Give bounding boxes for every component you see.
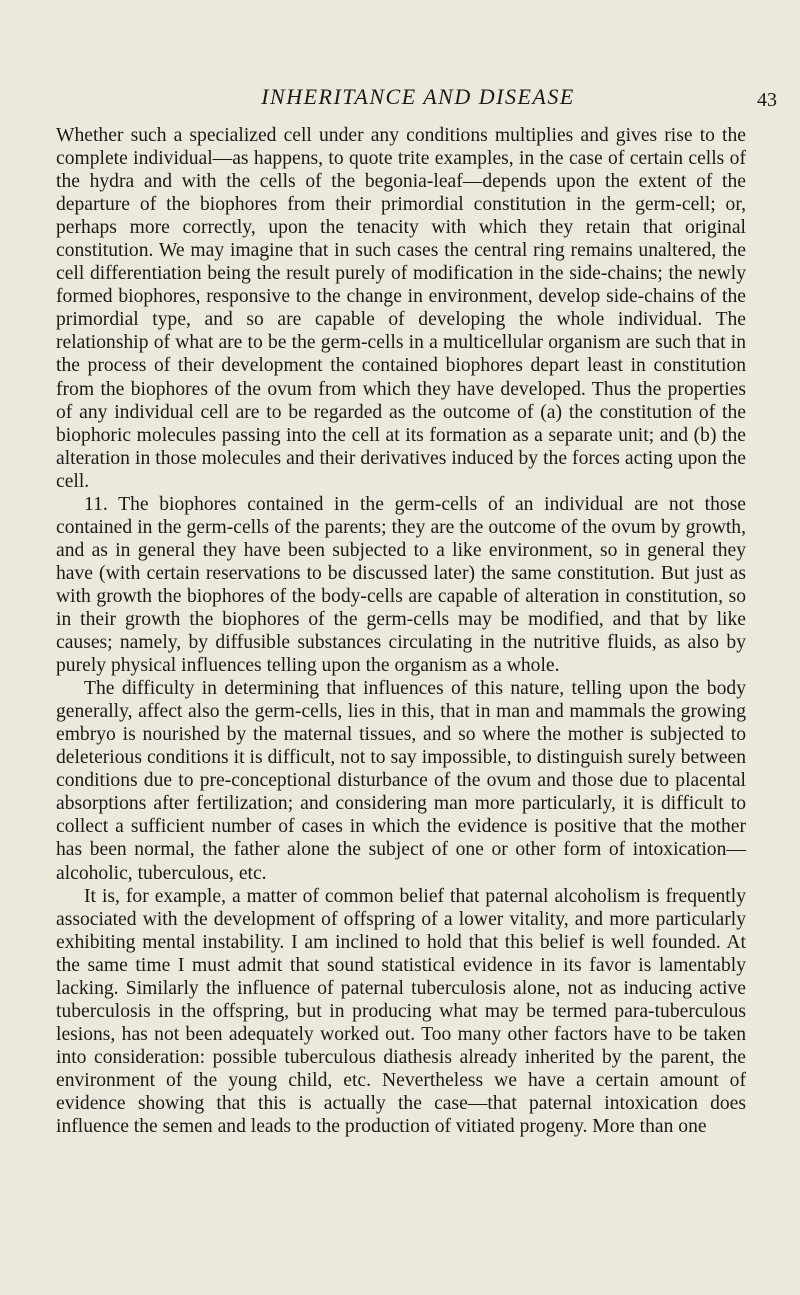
paragraph: 11. The biophores contained in the germ-cells of an individual are not those contained in the germ-cells of the parents; they are the outcome of the ovum by growth, and as in general they have been subjected to a like environment, so in general they have (with certain reservations to be discussed later) the same constitution. But just as with growth the biophores of the body-cells are capable of alteration in constitution, so in their growth the biophores of the germ-cells may be modified, and that by like causes; namely, by diffusible substances circulating in the nutritive fluids, as also by purely physical influences telling upon the organism as a whole.	[56, 493, 746, 677]
running-head: INHERITANCE AND DISEASE	[261, 84, 575, 109]
paragraph: Whether such a specialized cell under any conditions multiplies and gives rise to the complete individual—as happens, to quote trite examples, in the case of certain cells of the hydra and with the cells of the begonia-leaf—depends upon the extent of the departure of the biophores from their primordial constitution in the germ-cell; or, perhaps more correctly, upon the tenacity with which they retain that original constitution. We may imagine that in such cases the central ring remains unaltered, the cell differentiation being the result purely of modification in the side-chains; the newly formed biophores, responsive to the change in environment, develop side-chains of the primordial type, and so are capable of developing the whole individual. The relationship of what are to be the germ-cells in a multicellular organism are such that in the process of their development the contained biophores depart least in constitution from the biophores of the ovum from which they have developed. Thus the properties of any individual cell are to be regarded as the outcome of (a) the constitution of the biophoric molecules passing into the cell at its formation as a separate unit; and (b) the alteration in those molecules and their derivatives induced by the forces acting upon the cell.	[56, 125, 746, 492]
page-number: 43	[757, 89, 777, 111]
body-text	[56, 124, 746, 1138]
paragraph: The difficulty in determining that influences of this nature, telling upon the body generally, affect also the germ-cells, lies in this, that in man and mammals the growing embryo is nourished by the maternal tissues, and so where the mother is subjected to deleterious conditions it is difficult, not to say impossible, to distinguish surely between conditions due to pre-conceptional disturbance of the ovum and those due to placental absorptions after fertilization; and considering man more particularly, it is difficult to collect a sufficient number of cases in which the evidence is positive that the mother has been normal, the father alone the subject of one or other form of intoxication—alcoholic, tuberculous, etc.	[56, 678, 746, 884]
page-header	[56, 84, 780, 114]
paragraph: It is, for example, a matter of common belief that paternal alcoholism is frequently associated with the development of offspring of a lower vitality, and more particularly exhibiting mental instability. I am inclined to hold that this belief is well founded. At the same time I must admit that sound statistical evidence in its favor is lamentably lacking. Similarly the influence of paternal tuberculosis alone, not as inducing active tuberculosis in the offspring, but in producing what may be termed para-tuberculous lesions, has not been adequately worked out. Too many other factors have to be taken into consideration: possible tuberculous diathesis already inherited by the parent, the environment of the young child, etc. Nevertheless we have a certain amount of evidence showing that this is actually the case—that paternal intoxication does influence the semen and leads to the production of vitiated progeny. More than one	[56, 885, 746, 1138]
